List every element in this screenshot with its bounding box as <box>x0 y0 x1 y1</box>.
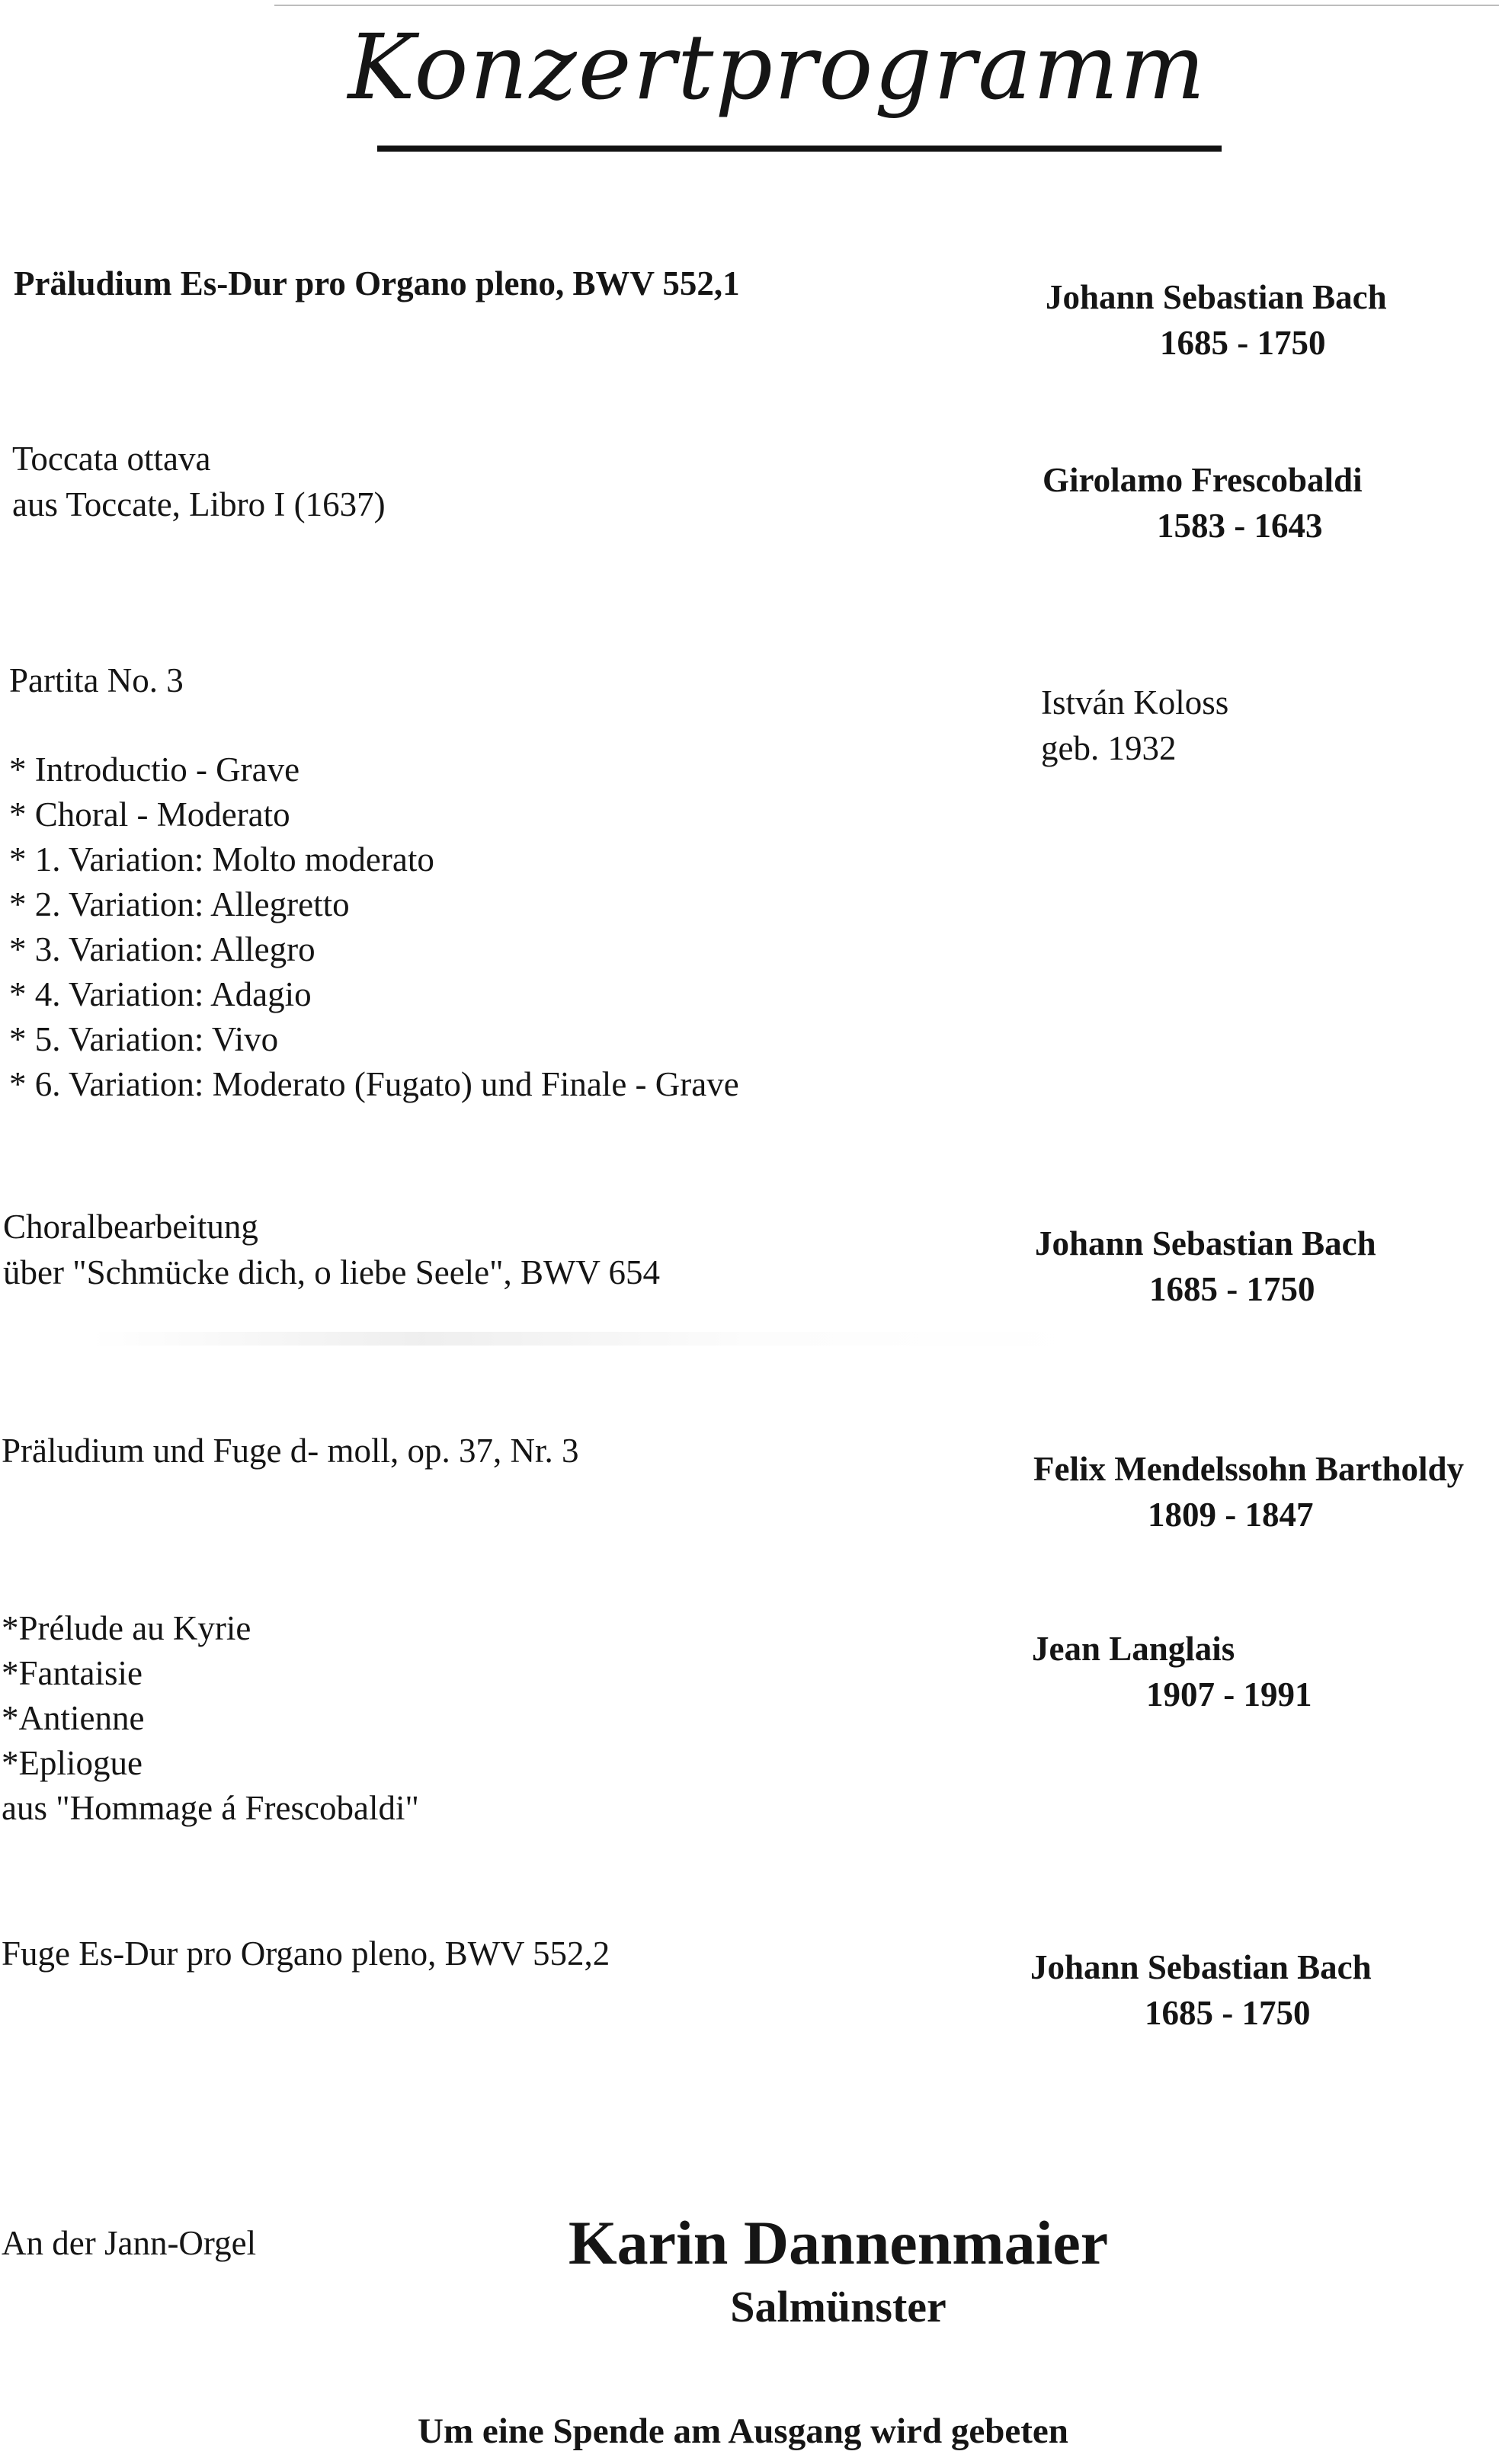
piece-line: *Prélude au Kyrie <box>2 1609 251 1647</box>
piece-line: Präludium Es-Dur pro Organo pleno, BWV 552,1 <box>14 264 740 302</box>
composer-name: Jean Langlais <box>1032 1630 1235 1668</box>
piece-line: aus Toccate, Libro I (1637) <box>12 485 386 523</box>
composer-dates: 1583 - 1643 <box>1157 507 1323 545</box>
composer-dates: geb. 1932 <box>1041 729 1177 767</box>
program-item-3-piece <box>9 658 739 1107</box>
composer-name: Johann Sebastian Bach <box>1046 278 1387 316</box>
movement-line: * Choral - Moderato <box>9 795 290 834</box>
composer-name: Johann Sebastian Bach <box>1035 1224 1376 1262</box>
piece-line: Präludium und Fuge d- moll, op. 37, Nr. 3 <box>2 1432 579 1470</box>
spacer <box>9 703 739 747</box>
movement-line: * 2. Variation: Allegretto <box>9 885 350 923</box>
program-item-1-piece <box>14 261 740 306</box>
composer-dates: 1685 - 1750 <box>1160 324 1326 362</box>
composer-dates: 1685 - 1750 <box>1149 1270 1315 1308</box>
program-item-2-composer <box>1043 457 1363 549</box>
donation-note: Um eine Spende am Ausgang wird gebeten <box>418 2411 1068 2451</box>
program-item-2-piece <box>12 436 386 527</box>
scan-top-edge <box>274 5 1499 6</box>
movement-line: * 5. Variation: Vivo <box>9 1020 279 1058</box>
composer-name: Girolamo Frescobaldi <box>1043 461 1363 499</box>
performer-city: Salmünster <box>730 2282 946 2331</box>
piece-line: Toccata ottava <box>12 440 211 478</box>
piece-line: *Fantaisie <box>2 1654 143 1692</box>
piece-line: aus "Hommage á Frescobaldi" <box>2 1789 419 1827</box>
composer-name: István Koloss <box>1041 683 1229 722</box>
instrument-note: An der Jann-Orgel <box>2 2224 257 2262</box>
composer-name: Johann Sebastian Bach <box>1030 1948 1372 1986</box>
piece-title: Partita No. 3 <box>9 661 184 699</box>
program-item-7-piece <box>2 1931 610 1976</box>
performer-name: Karin Dannenmaier <box>568 2208 1109 2277</box>
movement-line: * 6. Variation: Moderato (Fugato) und Finale - Grave <box>9 1065 739 1103</box>
movement-line: * 1. Variation: Molto moderato <box>9 840 434 878</box>
title-underline <box>377 146 1222 152</box>
program-item-6-composer <box>1032 1626 1312 1717</box>
composer-dates: 1685 - 1750 <box>1145 1994 1311 2032</box>
composer-name: Felix Mendelssohn Bartholdy <box>1033 1450 1465 1488</box>
program-item-7-composer <box>1030 1944 1372 2036</box>
piece-line: *Epliogue <box>2 1744 143 1782</box>
performer-block <box>568 2206 1109 2334</box>
piece-line: *Antienne <box>2 1699 145 1737</box>
piece-line: Choralbearbeitung <box>3 1208 258 1246</box>
program-item-4-composer <box>1035 1221 1376 1312</box>
movement-line: * Introductio - Grave <box>9 750 300 789</box>
movement-line: * 3. Variation: Allegro <box>9 930 315 968</box>
page-title: Konzertprogramm <box>348 14 1207 120</box>
composer-dates: 1809 - 1847 <box>1148 1496 1314 1534</box>
program-item-6-piece <box>2 1606 419 1831</box>
program-item-5-composer <box>1033 1446 1464 1538</box>
piece-line: über "Schmücke dich, o liebe Seele", BWV 654 <box>3 1253 660 1291</box>
program-item-4-piece <box>3 1204 660 1295</box>
piece-line: Fuge Es-Dur pro Organo pleno, BWV 552,2 <box>2 1934 610 1973</box>
scan-artifact <box>91 1332 1082 1346</box>
program-item-3-composer <box>1041 680 1228 771</box>
movement-line: * 4. Variation: Adagio <box>9 975 312 1013</box>
composer-dates: 1907 - 1991 <box>1146 1675 1312 1714</box>
program-item-1-composer <box>1046 274 1387 366</box>
program-item-5-piece <box>2 1428 579 1474</box>
